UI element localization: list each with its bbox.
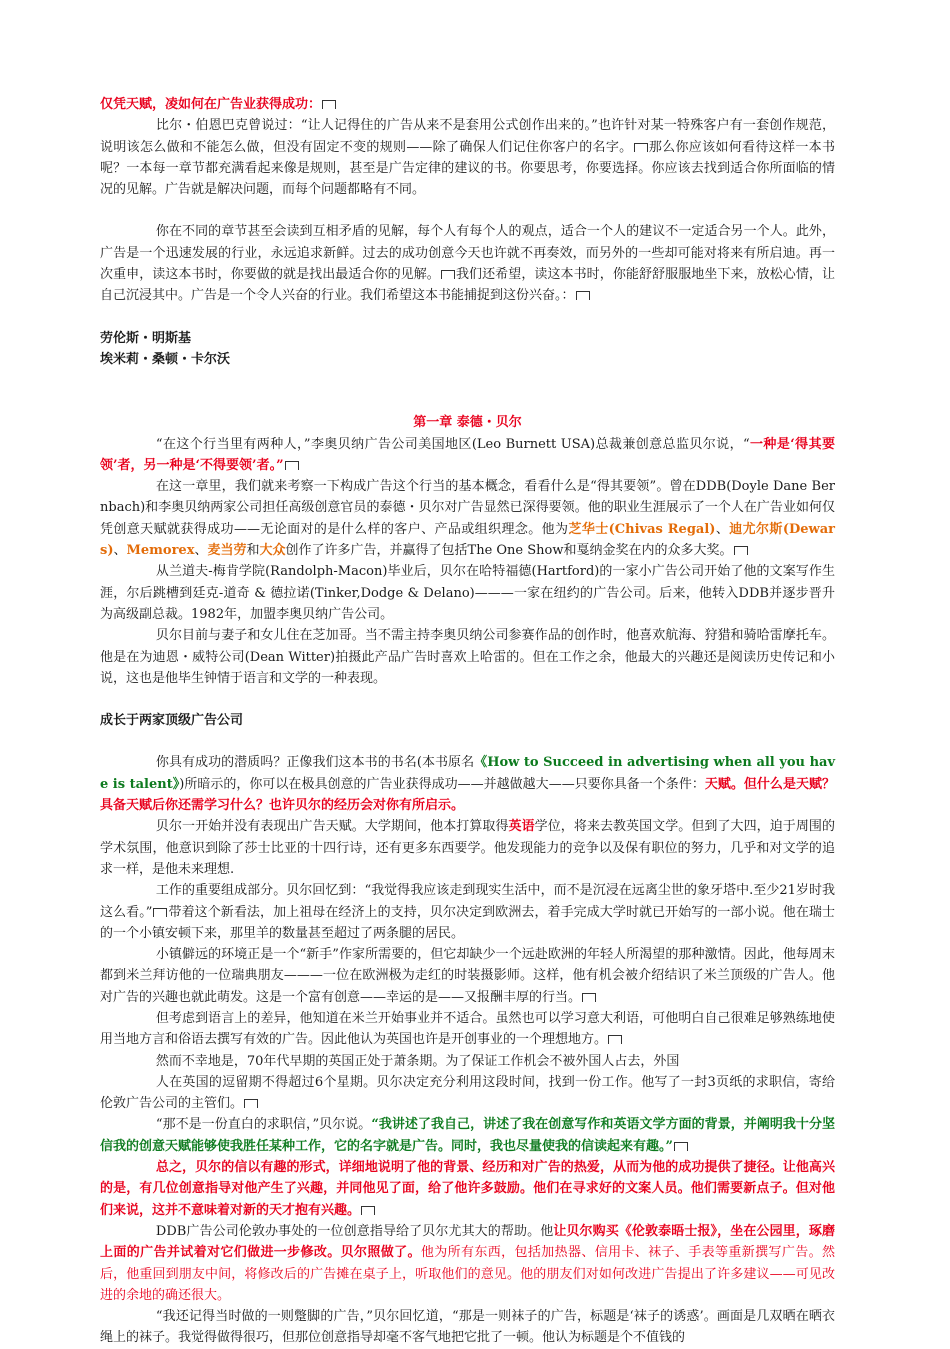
sep-3: 、: [194, 543, 208, 559]
section-paragraph-4: [100, 944, 835, 1008]
return-mark-icon: [608, 1035, 622, 1044]
brand-memorex: Memorex: [126, 543, 195, 559]
s9a-text: 总之，贝尔的信以有趣的形式，详细地说明了他的背景、经历和对广告的热爱，从而为他的成功提供了捷径。让他高兴的是，有几位创意指导对他产生了兴趣，并同他见了面，给了他许多鼓励。他们在寻求好的文案人员。他们需要新点子。: [100, 1160, 835, 1197]
document-page: [100, 94, 835, 1349]
s10c-text: 他为所有东西，包括加热器、信用卡、袜子、手表等重新撰写广告。然后，他重回到朋友中间，将修改后的广告摊在桌子上，听取他们的意见。他的朋友们对如何改进广告提出了许多建议——可见改进的余地的确还很大。: [100, 1245, 835, 1303]
return-mark-icon: [244, 1099, 258, 1108]
s7-text: 人在英国的逗留期不得超过6个星期。贝尔决定充分利用这段时间，找到一份工作。他写了一封3页纸的求职信，寄给伦敦广告公司的主管们。: [100, 1074, 835, 1112]
s2b-text: 学位，将来去教英国文学。但到了大四，迫于周围的学术氛围，他意识到除了莎士比亚的十四行诗，还有更多东西要学。他发现能力的竞争以及保有职位的努力，几乎和对文学的追求一样，是他未来理想.: [100, 819, 835, 877]
s8b-text: “我讲述了我自己，讲述了我在创意写作和英语文学方面的背景，并阐明我十分坚信我的创意天赋能够使我胜任某种工作，它的名字就是广告。同时，我也尽量使我的信读起来有趣。”: [100, 1117, 835, 1154]
section-paragraph-6: 然而不幸地是，70年代早期的英国正处于萧条期。为了保证工作机会不被外国人占去，外国: [155, 1053, 680, 1069]
section-title: 成长于两家顶级广告公司: [100, 713, 244, 729]
section-paragraph-2: [100, 816, 835, 880]
s8a-text: “那不是一份直白的求职信，”贝尔说。: [155, 1117, 372, 1133]
chapter-paragraph-1: [100, 434, 835, 477]
s9b-text: 但对他们来说，这并不意味着对新的天才抱有兴趣。: [100, 1181, 835, 1218]
s3a-text: 工作的重要组成部分。贝尔回忆到：“我觉得我应该走到现实生活中，而不是沉浸在远离尘世的象牙塔中.至少21岁时我这么看。”: [100, 883, 835, 920]
intro-p1b-text: 那么你应该如何看待这样一本书呢？一本每一章节都充满看起来像是规则，甚至是广告定律的建议的书。你要思考，你要选择。你应该去找到适合你所面临的情况的见解。广告就是解决问题，而每个问题都略有不同。: [100, 139, 835, 198]
return-mark-icon: [361, 1206, 375, 1215]
return-mark-icon: [441, 270, 455, 279]
c1c-text: ”: [276, 457, 284, 473]
s2a-text: 贝尔一开始并没有表现出广告天赋。大学期间，他本打算取得: [155, 819, 509, 835]
c2a-text: 在这一章里，我们就来考察一下构成广告这个行当的基本概念，看看什么是“得其要领”。曾在DDB(Doyle Dane Bernbach)和李奥贝纳两家公司担任高级创意官员的泰德・贝尔对广告显然已深得要领。他的职业生涯展示了一个人在广告业如何仅凭创意天赋就获得成功——无论面对的是什么样的客户、产品或组织理念。他为: [100, 479, 835, 537]
s3b-text: 带着这个新看法，加上祖母在经济上的支持，贝尔决定到欧洲去，着手完成大学时就已开始写的一部小说。他在瑞士的一个小镇安顿下来，那里羊的数量甚至超过了两条腿的居民。: [100, 904, 835, 941]
section-paragraph-9: [100, 1157, 835, 1221]
s10a-text: DDB广告公司伦敦办事处的一位创意指导给了贝尔尤其大的帮助。他: [155, 1223, 554, 1239]
return-mark-icon: [582, 993, 596, 1002]
return-mark-icon: [674, 1142, 688, 1151]
intro-heading-text: 仅凭天赋，凌如何在广告业获得成功：: [100, 97, 322, 112]
s4-text: 小镇僻远的环境正是一个“新手”作家所需要的，但它却缺少一个远赴欧洲的年轻人所渴望的那种激情。因此，他每周末都到米兰拜访他的一位瑞典朋友———一位在欧洲极为走红的时装摄影师。这样，他有机会被介绍结识了米兰顶级的广告人。他对广告的兴趣也就此萌发。这是一个富有创意——幸运的是——又报酬丰厚的行当。: [100, 947, 835, 1005]
brand-dewars: 迪尤尔斯(Dewars): [100, 521, 835, 559]
intro-p2b-text: 我们还希望，读这本书时，你能舒舒服服地坐下来，放松心情，让自己沉浸其中。广告是一个令人兴奋的行业。我们希望这本书能捕捉到这份兴奋。：: [100, 267, 835, 304]
return-mark-icon: [285, 461, 299, 470]
return-mark-icon: [153, 908, 167, 917]
section-paragraph-10: [100, 1221, 835, 1306]
intro-heading: [100, 94, 835, 115]
c2b-text: 创作了许多广告，并赢得了包括The One Show和戛纳金奖在内的众多大奖。: [285, 543, 733, 559]
sep-1: 、: [715, 521, 730, 537]
section-paragraph-11: “我还记得当时做的一则蹩脚的广告，”贝尔回忆道，“那是一则袜子的广告，标题是‘袜子的诱惑’。画面是几双晒在晒衣绳上的袜子。我觉得做得很巧，但那位创意指导却毫不客气地把它批了一顿。他认为标题是个不值钱的: [100, 1309, 835, 1346]
c1a-text: “在这个行当里有两种人，”李奥贝纳广告公司美国地区(Leo Burnett USA)总裁兼创意总监贝尔说，“: [155, 436, 750, 452]
s10b-text: 让贝尔购买《伦敦泰晤士报》，坐在公园里，琢磨上面的广告并试着对它们做进一步修改。贝尔照做了。: [100, 1223, 835, 1261]
chapter-title: 第一章 泰德・贝尔: [413, 415, 522, 431]
book-title: 《How to Succeed in advertising when all you have is talent》: [100, 755, 836, 792]
section-paragraph-5: [100, 1008, 835, 1051]
section-paragraph-8: [100, 1114, 835, 1157]
sep-4: 和: [246, 543, 260, 559]
s1c-text: 天赋。但什么是天赋？具备天赋后你还需学习什么？也许贝尔的经历会对你有所启示。: [100, 776, 835, 814]
return-mark-icon: [322, 100, 336, 109]
section-paragraph-7: [100, 1072, 835, 1115]
chapter-paragraph-4: 贝尔目前与妻子和女儿住在芝加哥。当不需主持李奥贝纳公司参赛作品的创作时，他喜欢航海、狩猎和骑哈雷摩托车。他是在为迪恩・威特公司(Dean Witter)拍摄此产品广告时喜欢上哈雷的。但在工作之余，他最大的兴趣还是阅读历史传记和小说，这也是他毕生钟情于语言和文学的一种表现。: [100, 628, 835, 686]
s1b-text: )所暗示的，你可以在极具创意的广告业获得成功——并越做越大——只要你具备一个条件：: [179, 776, 705, 792]
return-mark-icon: [634, 143, 648, 152]
intro-paragraph-2: [100, 221, 835, 306]
author-1: 劳伦斯・明斯基: [100, 330, 192, 346]
chapter-paragraph-2: [100, 476, 835, 561]
section-paragraph-1: [100, 752, 835, 816]
intro-paragraph-1: [100, 115, 835, 200]
author-2: 埃米莉・桑顿・卡尔沃: [100, 351, 231, 367]
brand-chivas: 芝华士(Chivas Regal): [568, 521, 716, 537]
chapter-paragraph-3: 从兰道夫-梅肯学院(Randolph-Macon)毕业后，贝尔在哈特福德(Hartford)的一家小广告公司开始了他的文案写作生涯，尔后跳槽到廷克-道奇 & 德拉诺(Tinker,Dodge & Delano)———一家在纽约的广告公司。后来，他转入DDB并逐步晋升为高级副总裁。1982年，加盟李奥贝纳广告公司。: [100, 564, 835, 622]
section-paragraph-3: [100, 880, 835, 944]
s5-text: 但考虑到语言上的差异，他知道在米兰开始事业并不适合。虽然也可以学习意大利语，可他明白自己很难足够熟练地使用当地方言和俗语去撰写有效的广告。因此他认为英国也许是开创事业的一个理想地方。: [100, 1010, 835, 1048]
s2-highlight: 英语: [508, 819, 535, 835]
brand-mcdonalds: 麦当劳: [207, 543, 247, 559]
return-mark-icon: [576, 291, 590, 300]
return-mark-icon: [734, 546, 748, 555]
s1a-text: 你具有成功的潜质吗？正像我们这本书的书名(本书原名: [155, 755, 475, 771]
sep-2: 、: [113, 543, 127, 559]
brand-volkswagen: 大众: [259, 543, 286, 559]
c1b-text: 一种是‘得其要领’者，另一种是‘不得要领’者。: [100, 436, 835, 473]
intro-p2-text: 你在不同的章节甚至会读到互相矛盾的见解，每个人有每个人的观点，适合一个人的建议不一定适合另一个人。此外，广告是一个迅速发展的行业，永远追求新鲜。过去的成功创意今天也许就不再奏效，而另外的一些却可能对将来有所启迪。再一次重申，读这本书时，你要做的就是找出最适合你的见解。: [100, 224, 835, 283]
intro-p1-text: 比尔・伯恩巴克曾说过：“让人记得住的广告从来不是套用公式创作出来的。”也许针对某一特殊客户有一套创作规范，说明该怎么做和不能怎么做，但没有固定不变的规则——除了确保人们记住你客户的名字。: [100, 118, 835, 155]
